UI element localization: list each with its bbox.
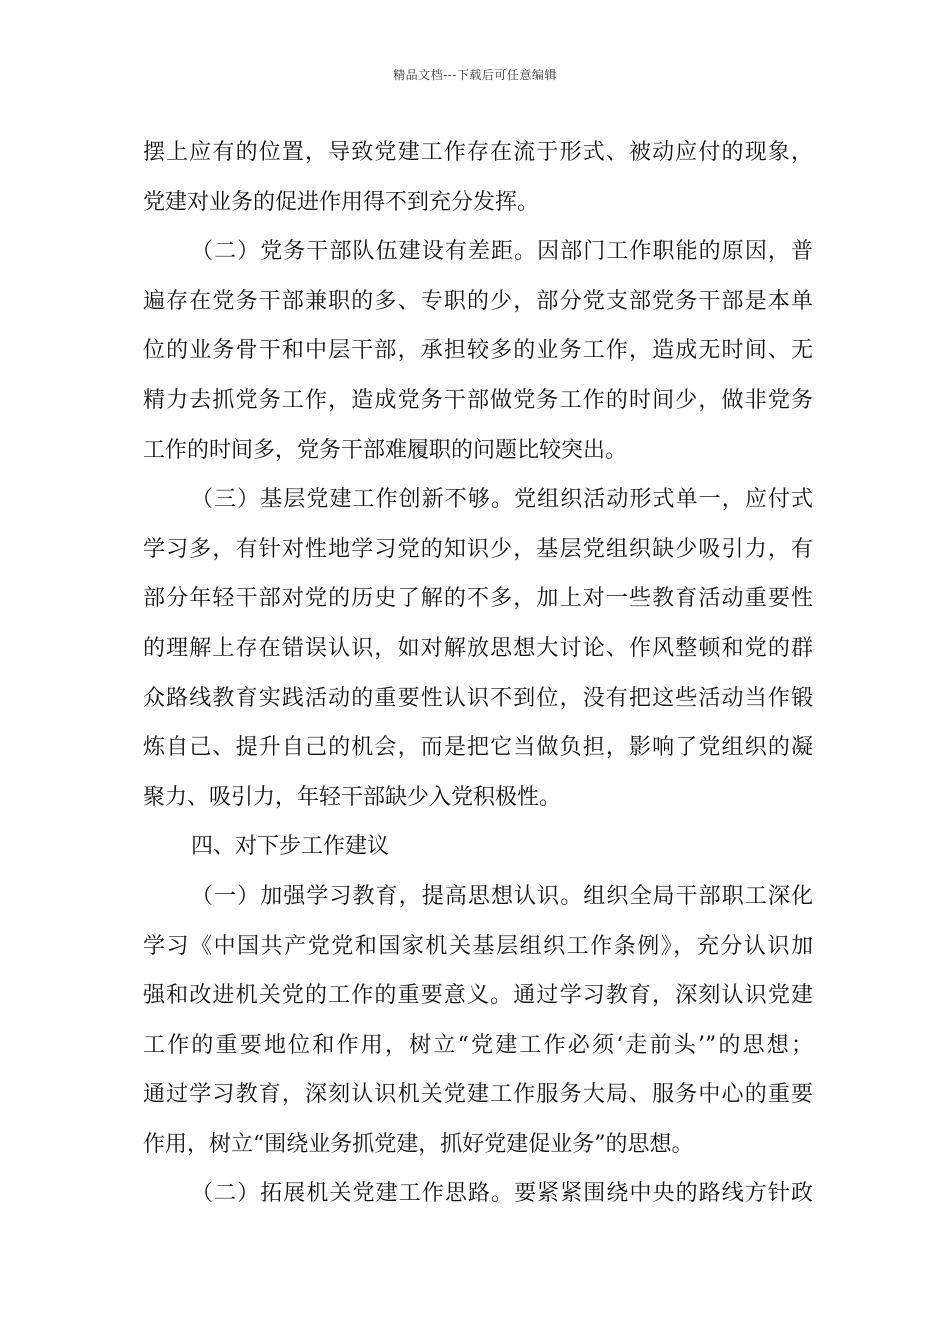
text-line: 位的业务骨干和中层干部，承担较多的业务工作，造成无时间、无	[143, 338, 813, 364]
text-line: （二）党务干部队伍建设有差距。因部门工作职能的原因，普	[191, 239, 813, 265]
text-line: 精力去抓党务工作，造成党务干部做党务工作的时间少，做非党务	[143, 387, 813, 413]
text-line: 强和改进机关党的工作的重要意义。通过学习教育，深刻认识党建	[143, 983, 813, 1009]
text-line: 学习《中国共产党党和国家机关基层组织工作条例》，充分认识加	[143, 933, 813, 959]
text-line: 炼自己、提升自己的机会，而是把它当做负担，影响了党组织的凝	[143, 735, 813, 761]
text-line: 工作的时间多，党务干部难履职的问题比较突出。	[143, 437, 628, 463]
text-line: 遍存在党务干部兼职的多、专职的少，部分党支部党务干部是本单	[143, 288, 813, 314]
page-header: 精品文档---下载后可任意编辑	[393, 68, 557, 82]
text-line: 摆上应有的位置，导致党建工作存在流于形式、被动应付的现象，	[143, 140, 813, 165]
text-line: （一）加强学习教育，提高思想认识。组织全局干部职工深化	[191, 883, 813, 909]
text-line: 聚力、吸引力，年轻干部缺少入党积极性。	[143, 784, 562, 810]
text-line: （三）基层党建工作创新不够。党组织活动形式单一，应付式	[191, 487, 813, 513]
text-line: （二）拓展机关党建工作思路。要紧紧围绕中央的路线方针政	[191, 1181, 813, 1207]
text-line: 的理解上存在错误认识，如对解放思想大讨论、作风整顿和党的群	[143, 635, 813, 661]
text-line: 工作的重要地位和作用，树立“党建工作必须‘走前头’”的思想；	[143, 1032, 813, 1058]
text-line: 众路线教育实践活动的重要性认识不到位，没有把这些活动当作锻	[143, 685, 813, 711]
document-body	[143, 128, 813, 1219]
text-line: 通过学习教育，深刻认识机关党建工作服务大局、服务中心的重要	[143, 1082, 813, 1108]
text-line: 党建对业务的促进作用得不到充分发挥。	[143, 189, 540, 215]
text-line: 学习多，有针对性地学习党的知识少，基层党组织缺少吸引力，有	[143, 536, 813, 562]
text-line: 作用，树立“围绕业务抓党建，抓好党建促业务”的思想。	[143, 1131, 694, 1157]
section-heading: 四、对下步工作建议	[191, 834, 390, 860]
text-line: 部分年轻干部对党的历史了解的不多，加上对一些教育活动重要性	[143, 586, 813, 612]
